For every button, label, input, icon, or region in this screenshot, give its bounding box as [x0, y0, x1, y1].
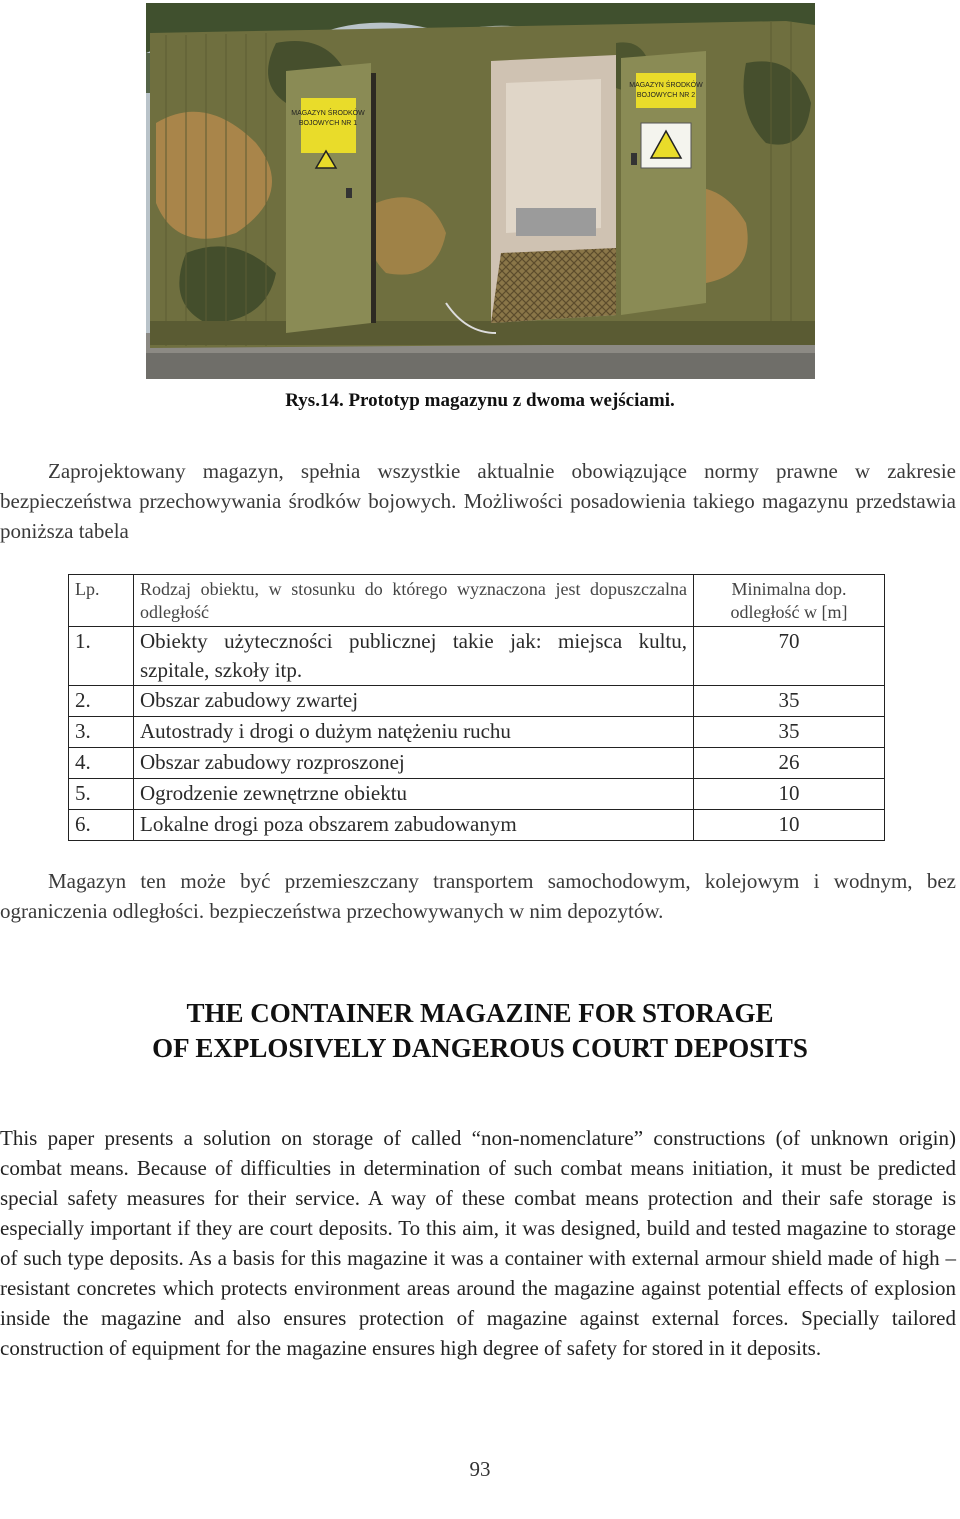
abstract-text: This paper presents a solution on storage of called “non-nomenclature” constructions (of unknown origin) combat means. Because of difficulties in determination of such combat means initiation, it must be predicted special safety measures for their service. A way of these combat means protection and their safe storage is especially important if they are court deposits. To this aim, it was designed, build and tested magazine to storage of such type deposits. As a basis for this magazine it was a container with external armour shield made of high – resistant concretes which protects environment areas around the magazine against potential effects of explosion inside the magazine and also ensures protection of magazine against external forces. Specially tailored construction of equipment for the magazine ensures high degree of safety for stored in it deposits.: [0, 1126, 956, 1360]
table-row: [69, 627, 885, 686]
abstract: [0, 1123, 956, 1363]
right-door-sign: [636, 73, 696, 108]
left-door-sign-line1: MAGAZYN ŚRODKÓW: [291, 110, 365, 117]
row-lp: 3.: [69, 717, 134, 748]
row-distance: 26: [694, 748, 885, 779]
row-lp: 4.: [69, 748, 134, 779]
right-door-sign-line1: MAGAZYN ŚRODKÓW: [629, 82, 703, 89]
row-description: Ogrodzenie zewnętrzne obiektu: [134, 779, 694, 810]
row-description: Autostrady i drogi o dużym natężeniu ruchu: [134, 717, 694, 748]
intro-paragraph: [0, 456, 956, 546]
outro-text: Magazyn ten może być przemieszczany transportem samochodowym, kolejowym i wodnym, bez ograniczenia odległości. bezpieczeństwa przechowywanych w nim depozytów.: [0, 869, 956, 923]
row-distance: 10: [694, 779, 885, 810]
row-lp: 1.: [69, 627, 134, 686]
header-distance-line2: odległość w [m]: [730, 602, 848, 622]
header-description: Rodzaj obiektu, w stosunku do którego wyznaczona jest dopuszczalna odległość: [134, 575, 694, 627]
table-row: [69, 748, 885, 779]
page-number: 93: [469, 1457, 491, 1481]
row-distance: 35: [694, 717, 885, 748]
row-lp: 2.: [69, 686, 134, 717]
right-door-sign-line2: BOJOWYCH NR 2: [636, 92, 696, 99]
row-distance: 70: [694, 627, 885, 686]
english-title: [0, 996, 960, 1066]
header-distance-line1: Minimalna dop.: [731, 579, 847, 599]
left-door-sign-line2: BOJOWYCH NR 1: [298, 120, 358, 127]
row-description: Obszar zabudowy zwartej: [134, 686, 694, 717]
header-distance: [694, 575, 885, 627]
english-title-line2: OF EXPLOSIVELY DANGEROUS COURT DEPOSITS: [152, 1033, 808, 1063]
row-lp: 5.: [69, 779, 134, 810]
figure-caption: Rys.14. Prototyp magazynu z dwoma wejściami.: [285, 390, 675, 411]
floor-grate: [491, 248, 616, 323]
row-description: Lokalne drogi poza obszarem zabudowanym: [134, 810, 694, 841]
table-row: [69, 717, 885, 748]
header-lp: Lp.: [69, 575, 134, 627]
table-row: [69, 779, 885, 810]
row-distance: 10: [694, 810, 885, 841]
row-description: Obiekty użyteczności publicznej takie jak: miejsca kultu, szpitale, szkoły itp.: [134, 627, 694, 686]
distance-table: [68, 574, 885, 841]
intro-text: Zaprojektowany magazyn, spełnia wszystkie aktualnie obowiązujące normy prawne w zakresie bezpieczeństwa przechowywania środków bojowych. Możliwości posadowienia takiego magazynu przedstawia poniższa tabela: [0, 459, 956, 543]
container-photo: [146, 3, 815, 379]
row-description: Obszar zabudowy rozproszonej: [134, 748, 694, 779]
row-distance: 35: [694, 686, 885, 717]
row-lp: 6.: [69, 810, 134, 841]
table-row: [69, 810, 885, 841]
table-header-row: [69, 575, 885, 627]
table-row: [69, 686, 885, 717]
english-title-line1: THE CONTAINER MAGAZINE FOR STORAGE: [186, 998, 774, 1028]
container-rail: [150, 321, 815, 345]
outro-paragraph: [0, 866, 956, 926]
